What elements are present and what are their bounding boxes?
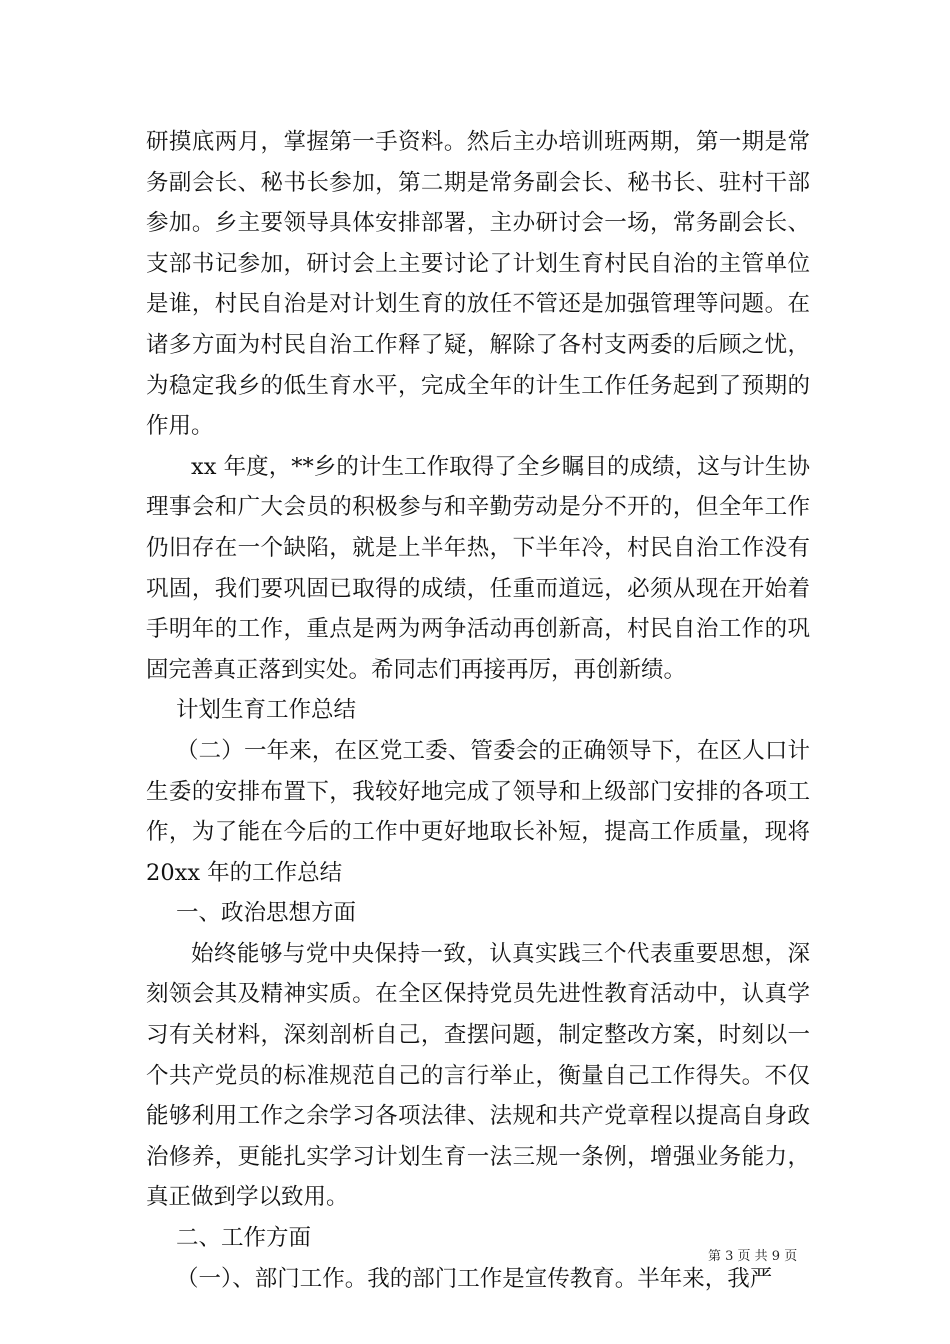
paragraph-department: （一）、部门工作。我的部门工作是宣传教育。半年来，我严 — [176, 1265, 773, 1292]
page-number: 第 3 页 共 9 页 — [708, 1249, 798, 1264]
heading-work: 二、工作方面 — [176, 1225, 312, 1252]
paragraph-continuation: 研摸底两月，掌握第一手资料。然后主办培训班两期，第一期是常务副会长、秘书长参加，第二期是常务副会长、秘书长、驻村干部参加。乡主要领导具体安排部署，主办研讨会一场，常务副会长、支部书记参加，研讨会上主要讨论了计划生育村民自治的主管单位是谁，村民自治是对计划生育的放任不管还是加强管理等问题。在诸多方面为村民自治工作释了疑，解除了各村支两委的后顾之忧，为稳定我乡的低生育水平，完成全年的计生工作任务起到了预期的作用。 — [146, 129, 810, 440]
section-title: 计划生育工作总结 — [176, 697, 357, 724]
paragraph-annual-summary: xx 年度，**乡的计生工作取得了全乡瞩目的成绩，这与计生协理事会和广大会员的积极参与和辛勤劳动是分不开的，但全年工作仍旧存在一个缺陷，就是上半年热，下半年冷，村民自治工作没有巩固，我们要巩固已取得的成绩，任重而道远，必须从现在开始着手明年的工作，重点是两为两争活动再创新高，村民自治工作的巩固完善真正落到实处。希同志们再接再厉，再创新绩。 — [146, 453, 810, 683]
paragraph-intro: （二）一年来，在区党工委、管委会的正确领导下，在区人口计生委的安排布置下，我较好地完成了领导和上级部门安排的各项工作，为了能在今后的工作中更好地取长补短，提高工作质量，现将 20xx 年的工作总结 — [146, 737, 810, 886]
document-body — [146, 122, 810, 1299]
heading-political: 一、政治思想方面 — [176, 900, 357, 927]
paragraph-political: 始终能够与党中央保持一致，认真实践三个代表重要思想，深刻领会其及精神实质。在全区保持党员先进性教育活动中，认真学习有关材料，深刻剖析自己，查摆问题，制定整改方案，时刻以一个共产党员的标准规范自己的言行举止，衡量自己工作得失。不仅能够利用工作之余学习各项法律、法规和共产党章程以提高自身政治修养，更能扎实学习计划生育一法三规一条例，增强业务能力，真正做到学以致用。 — [146, 940, 810, 1211]
